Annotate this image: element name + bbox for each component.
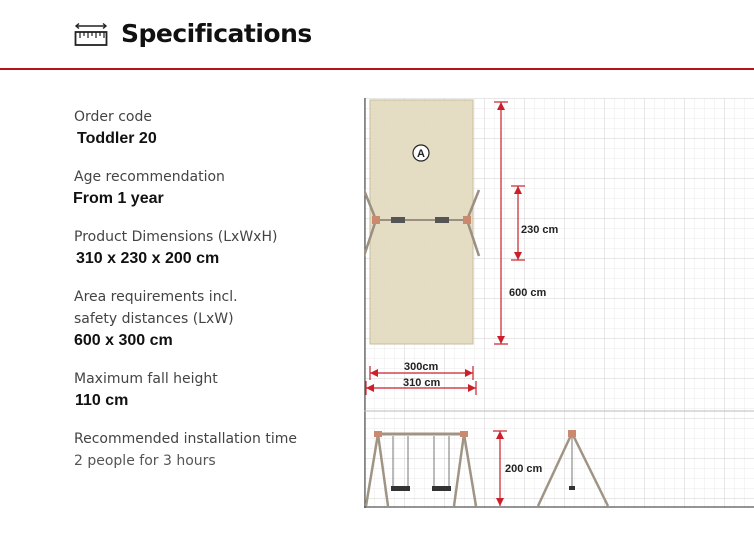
dim-area-length-label: 600 cm bbox=[509, 287, 547, 299]
spec-value: 600 x 300 cm bbox=[74, 332, 173, 349]
spec-value: Toddler 20 bbox=[77, 130, 157, 147]
spec-label: Maximum fall height bbox=[74, 371, 218, 387]
spec-max-fall-height bbox=[74, 368, 218, 412]
dim-area-width-label: 300cm bbox=[404, 361, 439, 373]
page-title: Specifications bbox=[121, 19, 312, 48]
spec-age-recommendation bbox=[74, 166, 225, 210]
spec-value: From 1 year bbox=[73, 190, 164, 207]
spec-order-code bbox=[74, 106, 157, 150]
spec-label: Product Dimensions (LxWxH) bbox=[74, 229, 278, 245]
spec-area-requirements bbox=[74, 286, 238, 352]
dim-length-label: 310 cm bbox=[403, 377, 441, 389]
spec-product-dimensions bbox=[74, 226, 277, 270]
dim-height-label: 200 cm bbox=[505, 463, 543, 475]
zone-marker-label: A bbox=[417, 148, 425, 160]
safety-area bbox=[370, 100, 473, 344]
spec-label-line-2: safety distances (LxW) bbox=[74, 311, 234, 327]
dimension-diagram bbox=[364, 98, 754, 510]
spec-label: Recommended installation time bbox=[74, 431, 297, 447]
ruler-icon bbox=[74, 22, 108, 48]
page-header bbox=[0, 0, 754, 70]
dim-width-label: 230 cm bbox=[521, 224, 559, 236]
spec-installation-time bbox=[74, 428, 297, 472]
spec-value: 2 people for 3 hours bbox=[74, 453, 216, 469]
spec-value: 110 cm bbox=[75, 392, 129, 409]
spec-label: Age recommendation bbox=[74, 169, 225, 185]
spec-label-line-1: Area requirements incl. bbox=[74, 289, 238, 305]
spec-label: Order code bbox=[74, 109, 152, 125]
spec-value: 310 x 230 x 200 cm bbox=[76, 250, 220, 267]
